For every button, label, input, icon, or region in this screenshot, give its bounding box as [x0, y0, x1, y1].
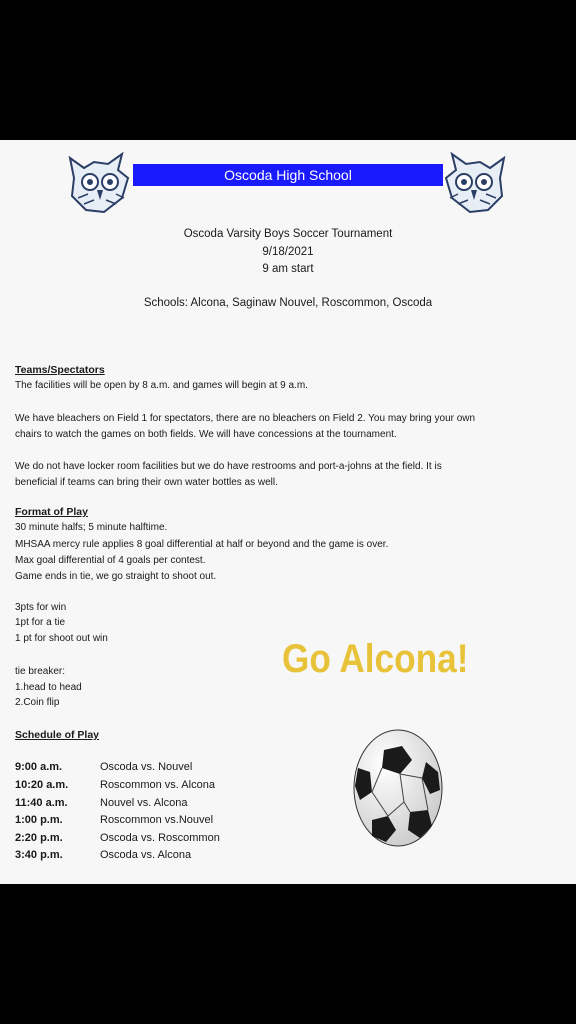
teams-heading: Teams/Spectators	[15, 364, 105, 376]
schedule-time: 1:00 p.m.	[15, 814, 63, 826]
schedule-time: 2:20 p.m.	[15, 832, 63, 844]
event-schools: Schools: Alcona, Saginaw Nouvel, Roscommon, Oscoda	[143, 297, 433, 309]
format-line: 30 minute halfs; 5 minute halftime.	[15, 522, 168, 533]
teams-line: We do not have locker room facilities but we do have restrooms and port-a-johns at the field. It is	[15, 461, 442, 472]
tiebreaker-line: 1.head to head	[15, 682, 82, 693]
tiebreaker-line: tie breaker:	[15, 666, 66, 677]
soccer-ball-icon	[352, 728, 444, 848]
teams-line: beneficial if teams can bring their own water bottles as well.	[15, 477, 278, 488]
schedule-game: Oscoda vs. Alcona	[100, 849, 192, 861]
schedule-time: 10:20 a.m.	[15, 779, 69, 791]
format-line: MHSAA mercy rule applies 8 goal differential at half or beyond and the game is over.	[15, 539, 389, 550]
tiebreaker-line: 2.Coin flip	[15, 697, 60, 708]
schedule-game: Roscommon vs. Alcona	[100, 779, 215, 791]
teams-line: We have bleachers on Field 1 for spectators, there are no bleachers on Field 2. You may bring your own	[15, 413, 476, 424]
schedule-game: Oscoda vs. Nouvel	[100, 761, 193, 773]
flyer-document	[0, 140, 576, 884]
schedule-game: Nouvel vs. Alcona	[100, 797, 188, 809]
teams-line: chairs to watch the games on both fields. We will have concessions at the tournament.	[15, 429, 397, 440]
schedule-time: 9:00 a.m.	[15, 761, 63, 773]
school-banner	[133, 164, 443, 186]
schedule-heading: Schedule of Play	[15, 729, 100, 741]
points-line: 1pt for a tie	[15, 617, 66, 628]
points-line: 3pts for win	[15, 602, 67, 613]
schedule-game: Roscommon vs.Nouvel	[100, 814, 214, 826]
go-alcona-text: Go Alcona!	[282, 637, 469, 681]
school-name: Oscoda High School	[224, 167, 352, 183]
points-line: 1 pt for shoot out win	[15, 633, 108, 644]
format-line: Game ends in tie, we go straight to shoot out.	[15, 571, 217, 582]
event-date: 9/18/2021	[262, 246, 314, 258]
owl-mascot-icon	[64, 148, 136, 216]
schedule-game: Oscoda vs. Roscommon	[100, 832, 220, 844]
event-title: Oscoda Varsity Boys Soccer Tournament	[183, 228, 393, 240]
event-start: 9 am start	[262, 263, 314, 275]
schedule-time: 3:40 p.m.	[15, 849, 63, 861]
format-line: Max goal differential of 4 goals per contest.	[15, 555, 206, 566]
schedule-time: 11:40 a.m.	[15, 797, 68, 809]
owl-mascot-icon	[438, 148, 510, 216]
format-heading: Format of Play	[15, 506, 88, 518]
teams-line: The facilities will be open by 8 a.m. and games will begin at 9 a.m.	[15, 380, 308, 391]
